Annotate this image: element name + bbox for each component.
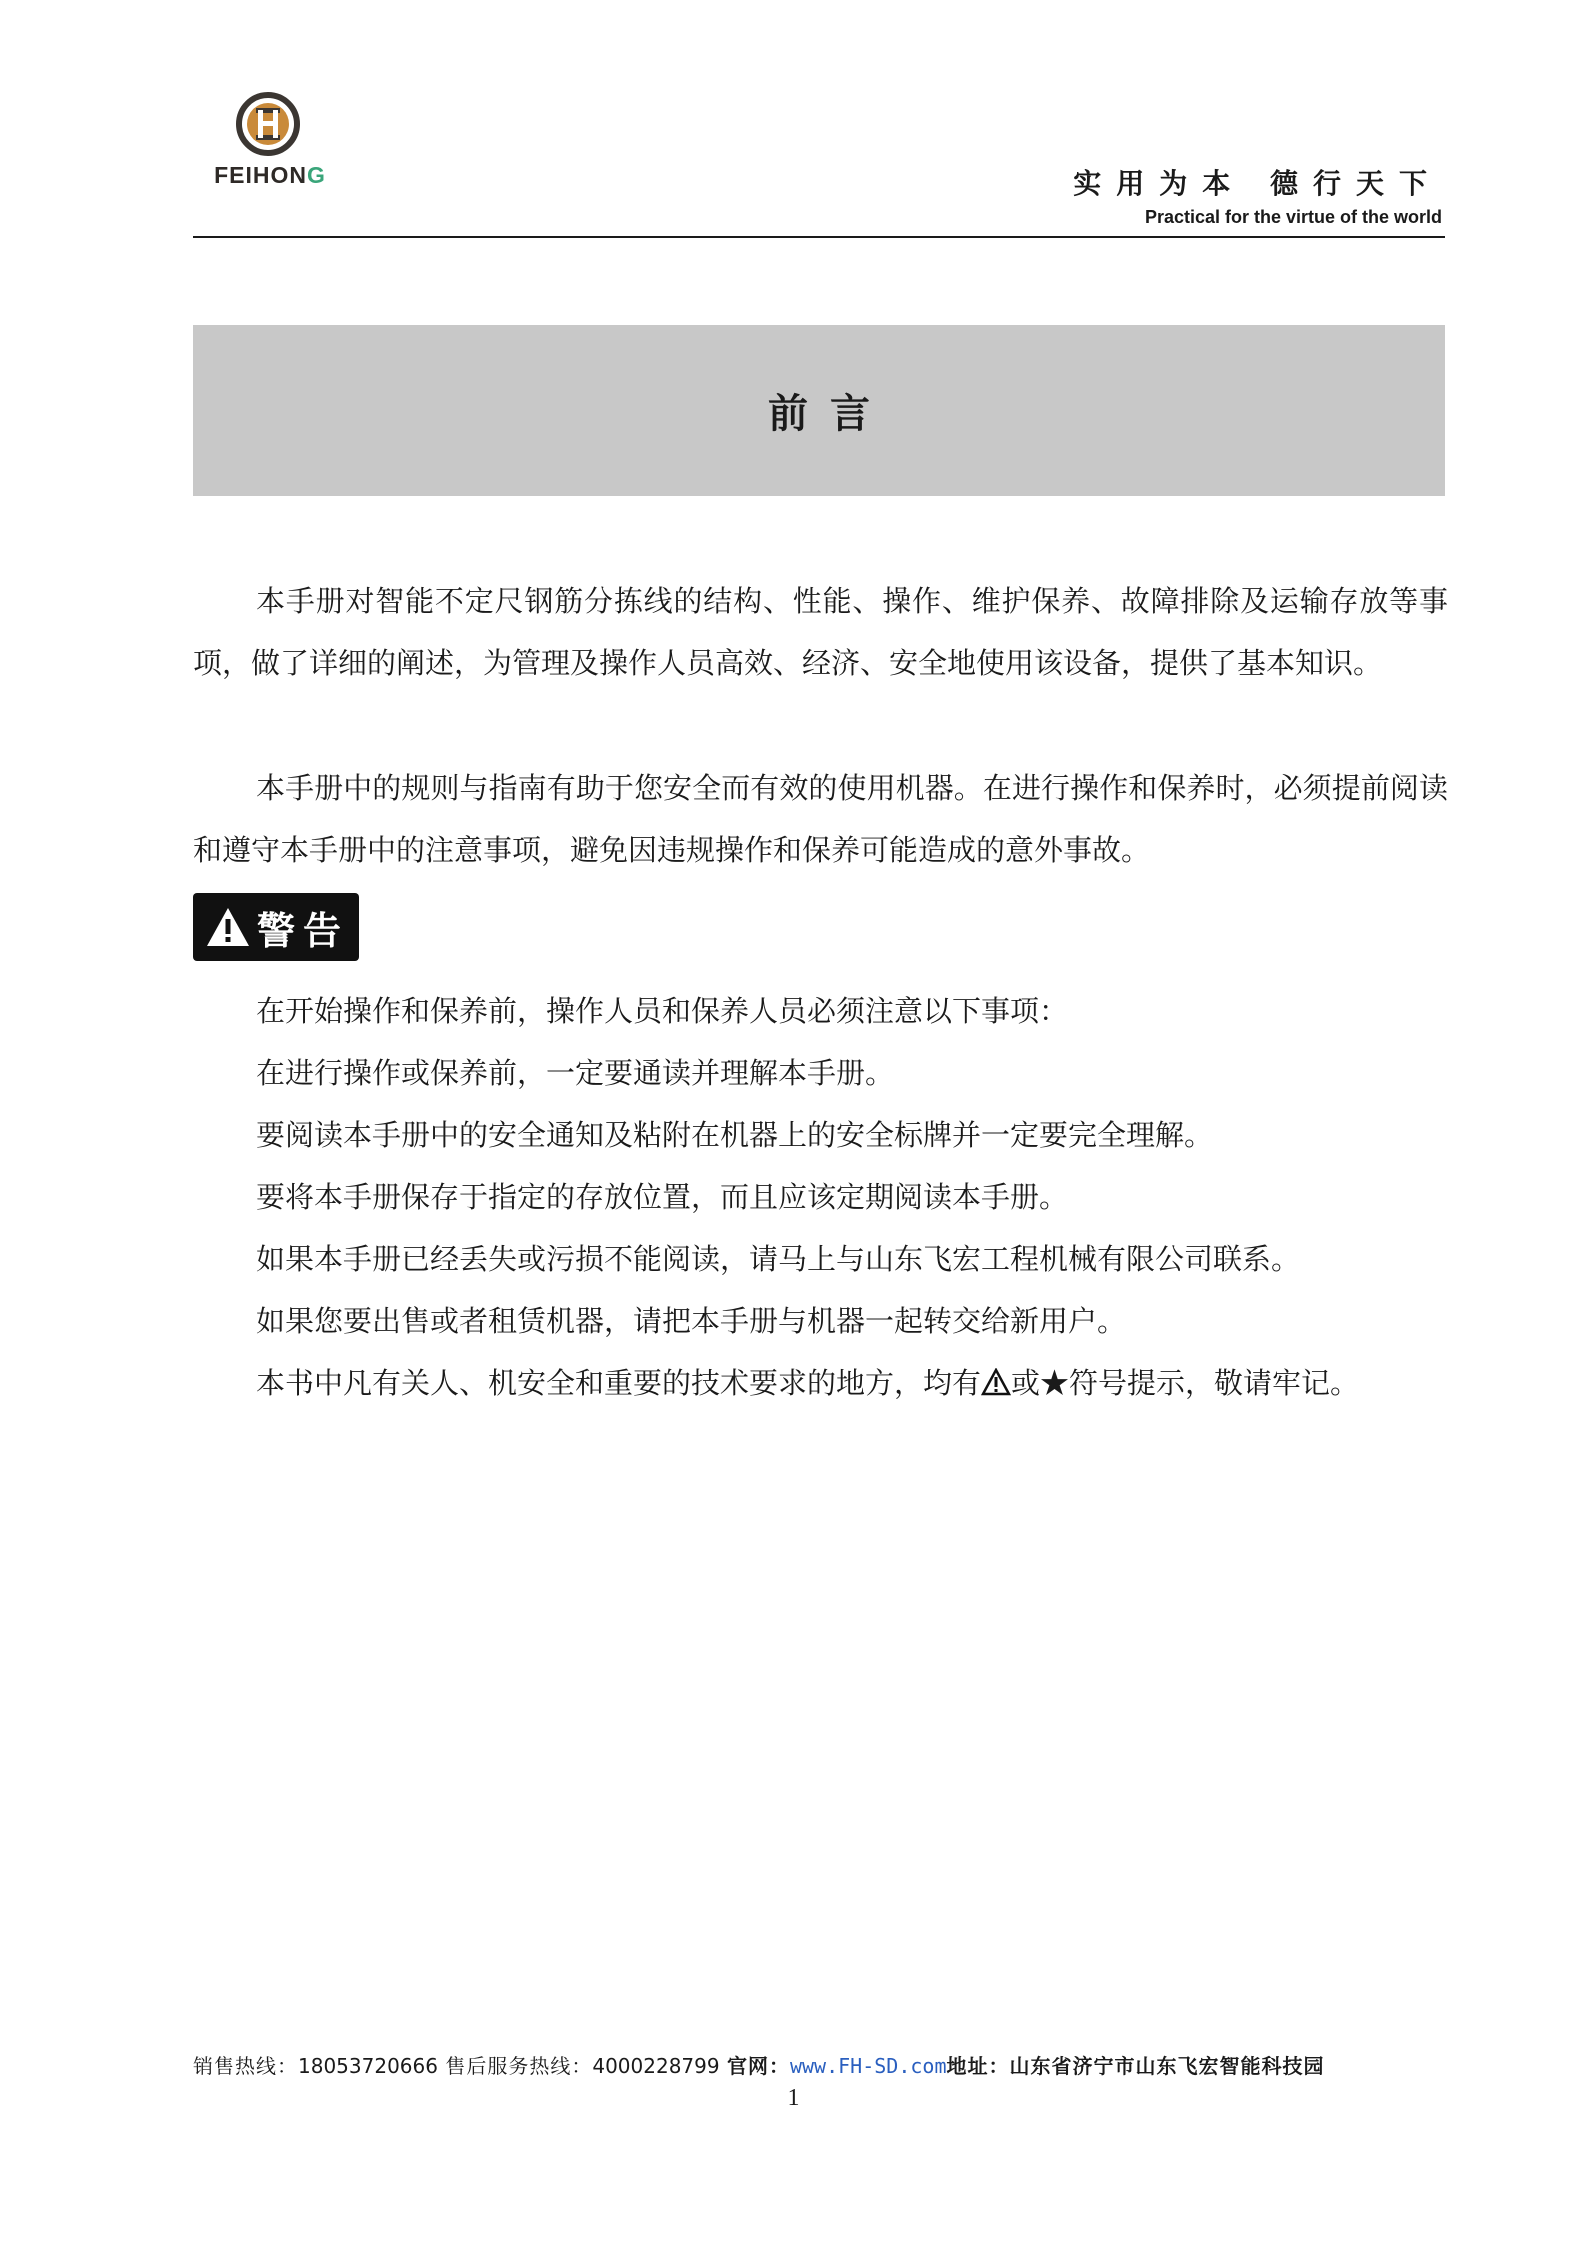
list-item-symbols: 本书中凡有关人、机安全和重要的技术要求的地方，均有 或★符号提示，敬请牢记。: [256, 1366, 1360, 1400]
website-link[interactable]: www.FH-SD.com: [789, 2054, 947, 2078]
list-item: 在进行操作或保养前，一定要通读并理解本手册。: [256, 1056, 895, 1090]
star-icon: ★: [1040, 1366, 1070, 1400]
slogan-chinese: 实用为本 德行天下: [1073, 167, 1442, 200]
feihong-logo-icon: [236, 92, 300, 156]
warning-notes-list: [256, 980, 1359, 1414]
page-title: 前言: [768, 390, 892, 437]
company-logo: [190, 92, 350, 192]
list-item: 要阅读本手册中的安全通知及粘附在机器上的安全标牌并一定要完全理解。: [256, 1118, 1214, 1152]
warning-outline-icon: [981, 1368, 1011, 1396]
page-number: 1: [787, 2085, 800, 2111]
intro-paragraph: 本手册对智能不定尺钢筋分拣线的结构、性能、操作、维护保养、故障排除及运输存放等事项，做了详细的阐述，为管理及操作人员高效、经济、安全地使用该设备，提供了基本知识。: [193, 584, 1448, 680]
list-item: 如果您要出售或者租赁机器，请把本手册与机器一起转交给新用户。: [256, 1304, 1127, 1338]
address-text: 山东省济宁市山东飞宏智能科技园: [1009, 2054, 1325, 2078]
sales-label: 销售热线：: [193, 2054, 298, 2078]
logo-wordmark: FEIHONG: [214, 162, 326, 188]
website-label: 官网：: [726, 2054, 790, 2078]
warning-badge: [193, 893, 359, 961]
address-label: 地址：: [946, 2054, 1010, 2078]
list-item: 在开始操作和保养前，操作人员和保养人员必须注意以下事项：: [256, 994, 1069, 1028]
list-item: 如果本手册已经丢失或污损不能阅读，请马上与山东飞宏工程机械有限公司联系。: [256, 1242, 1301, 1276]
rules-paragraph: 本手册中的规则与指南有助于您安全而有效的使用机器。在进行操作和保养时，必须提前阅读和遵守本手册中的注意事项，避免因违规操作和保养可能造成的意外事故。: [193, 771, 1448, 867]
list-item: 要将本手册保存于指定的存放位置，而且应该定期阅读本手册。: [256, 1180, 1069, 1214]
header-divider: [193, 236, 1445, 238]
warning-triangle-icon: [205, 906, 251, 948]
warning-label: 警告: [257, 908, 350, 953]
sales-phone: 18053720666: [298, 2054, 438, 2078]
service-phone: 4000228799: [592, 2054, 720, 2078]
slogan-english: Practical for the virtue of the world: [1144, 207, 1442, 227]
title-band: [193, 325, 1445, 496]
footer-contact-line: [193, 2050, 1325, 2079]
service-label: 售后服务热线：: [445, 2054, 593, 2078]
